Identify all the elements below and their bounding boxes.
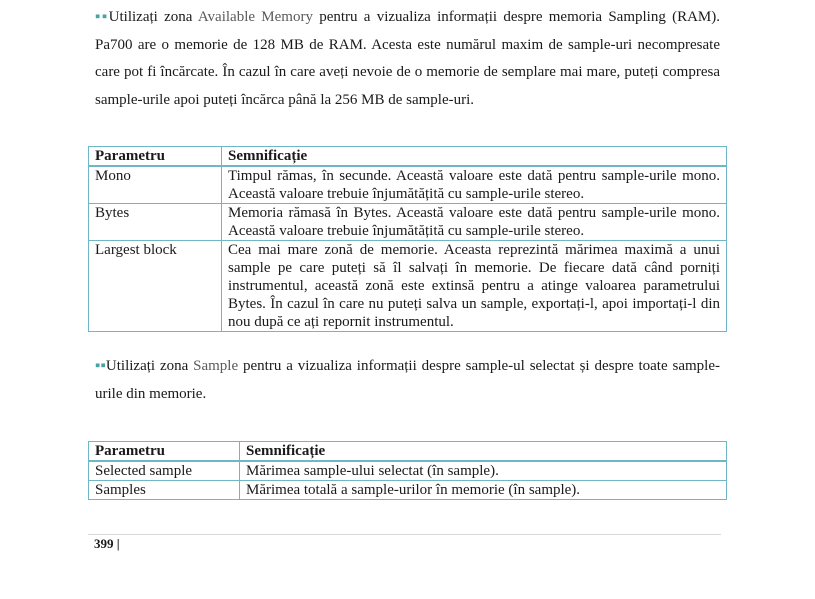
memory-parameters-table <box>88 146 727 332</box>
meaning-cell: Timpul rămas, în secunde. Această valoare este dată pentru sample-urile mono. Această valoare trebuie înjumătățită cu sample-urile stereo. <box>222 166 727 204</box>
paragraph-available-memory <box>95 4 720 114</box>
para2-intro: Utilizați zona <box>105 358 194 374</box>
paragraph-sample <box>95 353 720 408</box>
meaning-cell: Cea mai mare zonă de memorie. Aceasta reprezintă mărimea maximă a unui sample pe care puteți să îl salvați în memorie. De fiecare dată când porniți instrumentul, această zonă este extinsă pentru a atinge valoarea parametrului Bytes. În cazul în care nu puteți salva un sample, exportați-l, apoi importați-l din nou după ce ați repornit instrumentul. <box>222 241 727 332</box>
footer-divider <box>88 534 721 535</box>
table-row <box>89 461 727 481</box>
header-semnificatie: Semnificație <box>240 442 727 462</box>
table-row <box>89 481 727 500</box>
meaning-cell: Mărimea sample-ului selectat (în sample). <box>240 461 727 481</box>
para1-intro: Utilizați zona <box>108 9 198 25</box>
param-cell: Bytes <box>89 204 222 241</box>
para2-body: pentru a vizualiza informații despre sample-ul selectat și despre toate sample-urile din memorie. <box>95 358 720 402</box>
header-parametru: Parametru <box>89 442 240 462</box>
table-row <box>89 241 727 332</box>
header-parametru: Parametru <box>89 147 222 167</box>
param-cell: Largest block <box>89 241 222 332</box>
term-available-memory: Available Memory <box>197 9 313 25</box>
table-header-row <box>89 147 727 167</box>
table-header-row <box>89 442 727 462</box>
sample-parameters-table <box>88 441 727 500</box>
bullet-icon: ▪▪ <box>95 358 106 374</box>
page-number: 399 | <box>94 536 120 551</box>
table-row <box>89 166 727 204</box>
header-semnificatie: Semnificație <box>222 147 727 167</box>
meaning-cell: Mărimea totală a sample-urilor în memorie (în sample). <box>240 481 727 500</box>
table-row <box>89 204 727 241</box>
para1-body: pentru a vizualiza informații despre memoria Sampling (RAM). Pa700 are o memorie de 128 MB de RAM. Acesta este numărul maxim de sample-uri necompresate care pot fi încărcate. În cazul în care aveți nevoie de o memorie de semplare mai mare, puteți compresa sample-urile apoi puteți încărca până la 256 MB de sample-uri. <box>95 9 721 108</box>
bullet-icon: ▪▪ <box>95 9 109 25</box>
param-cell: Mono <box>89 166 222 204</box>
term-sample: Sample <box>193 358 239 374</box>
meaning-cell: Memoria rămasă în Bytes. Această valoare este dată pentru sample-urile mono. Această valoare trebuie înjumătățită cu sample-urile stereo. <box>222 204 727 241</box>
param-cell: Selected sample <box>89 461 240 481</box>
param-cell: Samples <box>89 481 240 500</box>
